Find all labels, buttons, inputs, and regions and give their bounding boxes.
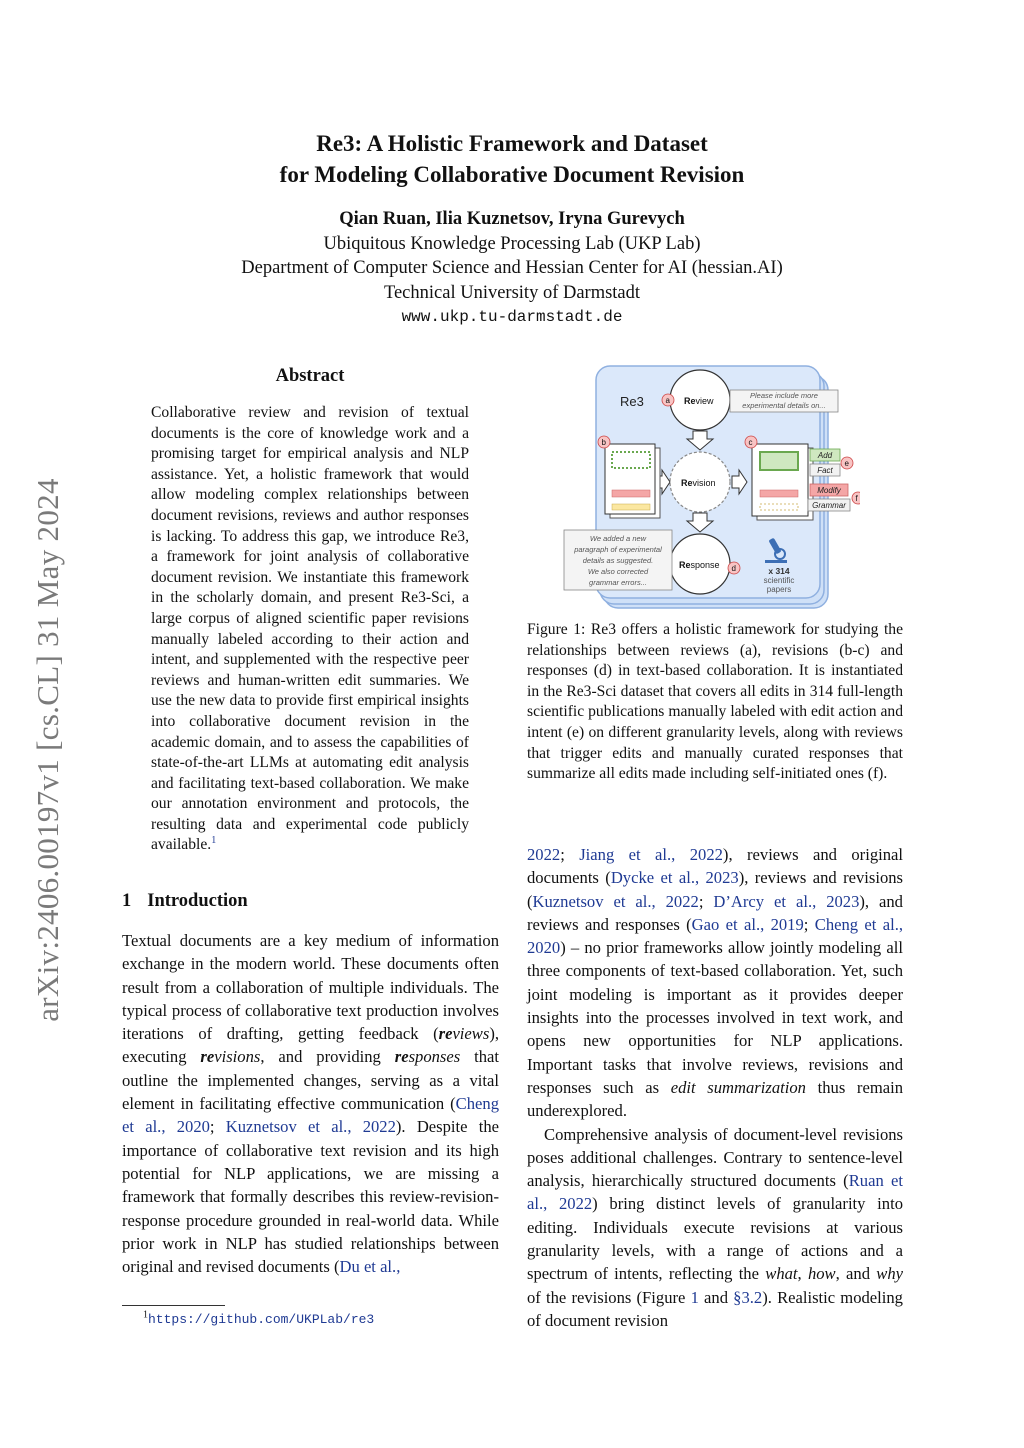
intro-text: , (797, 1264, 808, 1284)
citation-link[interactable]: Du et al., (339, 1257, 401, 1277)
paper-count-label-2: papers (766, 585, 792, 594)
response-note-line-1: We added a new (589, 534, 647, 543)
intro-text: ). Realistic modeling of document revision (527, 1287, 903, 1330)
marker-e-text: e (844, 459, 849, 468)
response-note-line-2: paragraph of experimental (574, 545, 662, 554)
revision-label: Revision (681, 478, 716, 488)
intro-text: ), and reviews and responses ( (527, 891, 903, 934)
emph-text: edit summarization (670, 1077, 806, 1097)
figure-caption: Figure 1: Re3 offers a holistic framework for studying the relationships between reviews (a), revisions (b-c) and responses (d) in text-based collaboration. It is instantiated in the Re3-Sci dataset that covers all edits in 314 full-length scientific publications manually labeled with edit action and intent (e) on different granularity levels, along with reviews that trigger edits and manually curated responses that summarize all edits made including self-initiated ones (f). (527, 621, 903, 783)
intro-text: and (698, 1287, 734, 1307)
intro-text: ). Despite the importance of collaborative text revision and its high potential for NLP applications, we are missing a framework that formally describes this review-revision-response procedure grounded in real-world data. While prior work in NLP has studied relationships between original and revised documents ( (122, 1117, 500, 1277)
added-paragraph-box (760, 452, 798, 470)
marker-b-text: b (601, 438, 606, 447)
tag-fact-text: Fact (817, 466, 833, 475)
section-ref-link[interactable]: §3.2 (733, 1287, 763, 1307)
tag-grammar-text: Grammar (812, 501, 846, 510)
intro-text: that outline the implemented changes, serving as a vital element in facilitating effective communication ( (122, 1047, 499, 1114)
figure-1-diagram (560, 364, 860, 612)
intro-text: , and providing (260, 1047, 395, 1067)
intro-text: ; (803, 914, 815, 934)
footnote-marker[interactable]: 1 (211, 835, 217, 847)
figure-ref-link[interactable]: 1 (690, 1287, 699, 1307)
intro-text: ), reviews and revisions ( (527, 868, 903, 911)
citation-link[interactable]: Cheng et al., 2020 (527, 914, 904, 958)
title-line-1: Re3: A Holistic Framework and Dataset (316, 131, 708, 156)
review-label: Review (684, 396, 714, 406)
section-number: 1 (122, 891, 132, 911)
abstract-heading: Abstract (275, 366, 345, 386)
arxiv-stamp-text: arXiv:2406.00197v1 [cs.CL] 31 May 2024 (30, 478, 65, 1022)
citation-link[interactable]: Jiang et al., 2022 (579, 845, 723, 864)
emph-rest: views (452, 1024, 490, 1044)
citation-link[interactable]: Ruan et al., 2022 (527, 1171, 904, 1214)
marker-c-text: c (748, 438, 753, 447)
intro-text: ; (698, 891, 714, 911)
citation-link[interactable]: 2022 (527, 845, 561, 864)
paper-count: x 314 (768, 566, 790, 576)
intro-text: ), executing (122, 1024, 499, 1067)
section-heading (122, 891, 248, 912)
author-names: Qian Ruan, Ilia Kuznetsov, Iryna Gurevych (339, 209, 685, 229)
response-note-line-3: details as suggested. (582, 556, 654, 565)
figure-1 (560, 364, 860, 612)
review-note-line-2: experimental details on... (742, 401, 826, 410)
emph-text: how (807, 1264, 836, 1284)
review-note-line-1: Please include more (750, 391, 818, 400)
modified-line (760, 490, 798, 497)
footnote-number: 1 (143, 1309, 148, 1321)
intro-text: Comprehensive analysis of document-level revisions poses additional challenges. Contrary to sentence-level analysis, hierarchically structured documents ( (527, 1124, 903, 1191)
citation-link[interactable]: Gao et al., 2019 (691, 914, 804, 934)
re3-label: Re3 (620, 394, 644, 409)
intro-text: ; (209, 1117, 226, 1137)
emph-re: re (200, 1047, 215, 1067)
citation-link[interactable]: Dycke et al., 2023 (610, 868, 739, 888)
arxiv-stamp (8, 440, 88, 1060)
citation-link[interactable]: Cheng et al., 2020 (122, 1094, 499, 1137)
intro-text: ) – no prior frameworks allow jointly modeling all three components of text-based collaboration. Yet, such joint modeling is important as it provides deeper insights into the processes involved in text work, and opens new opportunities for NLP applications. Important tasks that involve reviews, revisions and responses such as (527, 938, 903, 1097)
paper-count-label-1: scientific (763, 576, 795, 585)
author-website[interactable]: www.ukp.tu-darmstadt.de (401, 308, 623, 326)
intro-text: ), reviews and original documents ( (527, 845, 904, 888)
intro-right-column (527, 843, 903, 1332)
response-note-line-5: grammar errors... (589, 578, 647, 587)
citation-link[interactable]: Kuznetsov et al., 2022 (225, 1117, 396, 1137)
paper-title (0, 128, 1024, 190)
response-note-line-4: We also corrected (587, 567, 649, 576)
red-line (612, 490, 650, 497)
author-block (0, 207, 1024, 330)
intro-text: ) bring distinct levels of granularity into editing. Individuals execute revisions at various granularity levels, with a range of actions and a spectrum of intents, reflecting the (527, 1194, 903, 1284)
yellow-line (612, 504, 650, 510)
footnote (143, 1309, 375, 1327)
footnote-rule (122, 1305, 225, 1306)
marker-f-text: f (855, 494, 858, 503)
marker-a-text: a (665, 396, 670, 405)
abstract-body (151, 403, 469, 856)
emph-re: re (438, 1024, 453, 1044)
tag-modify-text: Modify (817, 486, 841, 495)
intro-text: thus remain underexplored. (527, 1077, 904, 1121)
emph-re: re (394, 1047, 409, 1067)
citation-link[interactable]: D’Arcy et al., 2023 (713, 891, 860, 911)
footnote-url[interactable]: https://github.com/UKPLab/re3 (148, 1312, 375, 1327)
intro-text: of the revisions (Figure (527, 1287, 691, 1307)
emph-text: what (765, 1264, 798, 1284)
affiliation-university: Technical University of Darmstadt (383, 282, 641, 303)
response-label: Response (679, 560, 720, 570)
affiliation-lab: Ubiquitous Knowledge Processing Lab (UKP Lab) (323, 233, 701, 254)
affiliation-department: Department of Computer Science and Hessian Center for AI (hessian.AI) (241, 258, 783, 278)
tag-add-text: Add (817, 451, 833, 460)
intro-left-column (122, 929, 499, 1278)
section-title: Introduction (147, 891, 248, 911)
title-line-2: for Modeling Collaborative Document Revision (279, 162, 745, 187)
intro-text: ; (560, 845, 580, 864)
intro-text: , and (835, 1264, 877, 1284)
citation-link[interactable]: Kuznetsov et al., 2022 (532, 891, 699, 911)
intro-text: Textual documents are a key medium of information exchange in the modern world. These documents often result from a collaboration of multiple individuals. The typical process of collaborative text production involves iterations of drafting, getting feedback ( (122, 931, 499, 1044)
abstract-text: Collaborative review and revision of textual documents is the core of knowledge work and a promising target for empirical analysis and NLP assistance. Yet, a holistic framework that would allow modeling complex relationships between document revisions, reviews and author responses is lacking. To address this gap, we introduce Re3, a framework for joint analysis of collaborative document revision. We instantiate this framework in the scholarly domain, and present Re3-Sci, a large corpus of aligned scientific paper revisions manually labeled according to their action and intent, and supplemented with the respective peer reviews and human-written edit summaries. We use the new data to provide first empirical insights into collaborative document revision in the academic domain, and to assess the capabilities of state-of-the-art LLMs at automating edit analysis and facilitating text-based collaboration. We make our annotation environment and protocols, the resulting data and experimental code publicly available. (151, 404, 469, 854)
emph-rest: visions (214, 1047, 261, 1067)
emph-text: why (876, 1264, 904, 1284)
emph-rest: sponses (408, 1047, 461, 1067)
marker-d-text: d (731, 564, 736, 573)
